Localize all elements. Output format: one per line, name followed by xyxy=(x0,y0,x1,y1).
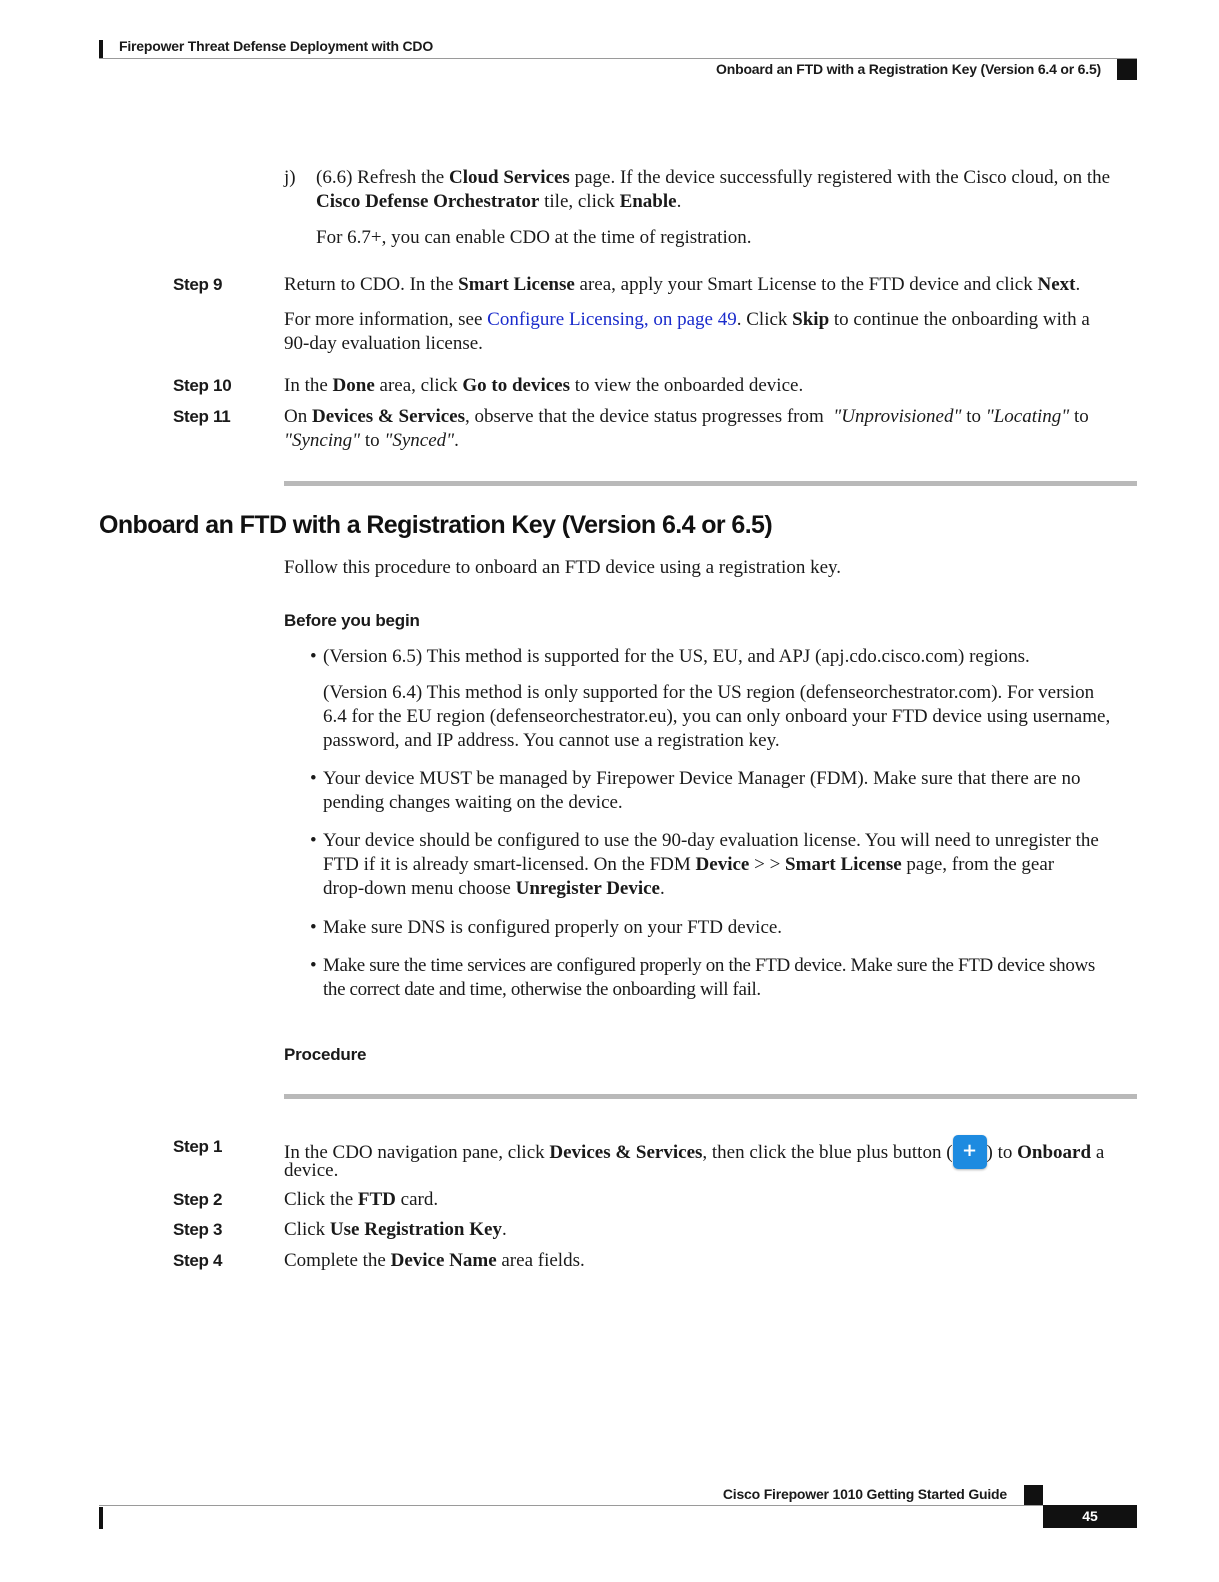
status-term: "Locating" xyxy=(985,406,1070,427)
text: Your device MUST be managed by Firepower Device Manager (FDM). Make sure that there are no xyxy=(323,768,1081,789)
text: area, apply your Smart License to the FTD device and click xyxy=(579,274,1033,295)
bullet-3-text xyxy=(323,829,1153,901)
text: tile, click xyxy=(544,191,615,212)
ui-term: Devices & Services xyxy=(549,1142,703,1163)
step-10-text xyxy=(284,374,1144,398)
text: to xyxy=(966,406,981,427)
substep-j-marker: j) xyxy=(284,167,296,188)
bullet-4-text: Make sure DNS is configured properly on your FTD device. xyxy=(323,917,783,938)
header-block xyxy=(1117,59,1137,80)
ui-term: Skip xyxy=(792,309,830,330)
text: Complete the xyxy=(284,1250,386,1271)
procedure-heading: Procedure xyxy=(284,1045,367,1064)
bullet-icon: • xyxy=(310,917,317,938)
step-11-text xyxy=(284,405,1144,453)
text: page. If the device successfully registered with the Cisco cloud, on the xyxy=(574,167,1111,188)
ui-term: Device xyxy=(695,854,750,875)
section-heading: Onboard an FTD with a Registration Key (Version 6.4 or 6.5) xyxy=(99,511,773,539)
bullet-5-text xyxy=(323,954,1153,1002)
ui-term-enable: Enable xyxy=(619,191,677,212)
text: . xyxy=(660,878,665,899)
text: Make sure the time services are configured properly on the FTD device. Make sure the FTD device shows xyxy=(323,955,1095,976)
text: Return to CDO. In the xyxy=(284,274,454,295)
bullet-icon: • xyxy=(310,830,317,851)
ui-term-cdo-tile: Cisco Defense Orchestrator xyxy=(316,191,540,212)
footer-guide-title: Cisco Firepower 1010 Getting Started Guide xyxy=(722,1486,1007,1502)
text: drop-down menu choose xyxy=(323,878,511,899)
bullet-2-text xyxy=(323,767,1153,815)
text: (Version 6.4) This method is only supported for the US region (defenseorchestrator.com). For version xyxy=(323,682,1095,703)
text: . xyxy=(1075,274,1081,295)
text: the correct date and time, otherwise the onboarding will fail. xyxy=(323,979,761,1000)
step-label: Step 2 xyxy=(173,1190,223,1209)
text: to xyxy=(364,430,380,451)
text: card. xyxy=(400,1189,439,1210)
footer-rule xyxy=(99,1505,1044,1506)
procedure-rule xyxy=(284,1094,1137,1099)
text: area fields. xyxy=(501,1250,585,1271)
ui-term: Onboard xyxy=(1017,1142,1092,1163)
text: FTD if it is already smart-licensed. On the FDM xyxy=(323,854,691,875)
ui-term: Smart License xyxy=(458,274,575,295)
step-label: Step 9 xyxy=(173,275,223,294)
step-label: Step 3 xyxy=(173,1220,223,1239)
bullet-icon: • xyxy=(310,646,317,667)
text: (6.6) Refresh the xyxy=(316,167,445,188)
text: Click xyxy=(284,1219,326,1240)
text: . Click xyxy=(736,309,788,330)
step-label: Step 1 xyxy=(173,1137,223,1156)
plus-icon: + xyxy=(953,1135,987,1169)
text: Your device should be configured to use the 90-day evaluation license. You will need to unregister the xyxy=(323,830,1099,851)
ui-term: Next xyxy=(1037,274,1076,295)
text: > > xyxy=(754,854,781,875)
text: area, click xyxy=(379,375,458,396)
substep-j-note: For 6.7+, you can enable CDO at the time of registration. xyxy=(316,227,752,248)
text: . xyxy=(676,191,682,212)
text: to xyxy=(1074,406,1089,427)
before-you-begin-heading: Before you begin xyxy=(284,611,420,630)
ui-term: Unregister Device xyxy=(515,878,660,899)
text: to view the onboarded device. xyxy=(574,375,804,396)
step-3-text xyxy=(284,1218,507,1242)
text: page, from the gear xyxy=(906,854,1055,875)
step-label: Step 4 xyxy=(173,1251,223,1270)
footer-block xyxy=(1024,1485,1043,1505)
text: a xyxy=(1095,1142,1105,1163)
text: In the xyxy=(284,375,328,396)
bullet-icon: • xyxy=(310,955,317,976)
text: , then click the blue plus button ( xyxy=(702,1142,953,1163)
ui-term: FTD xyxy=(357,1189,396,1210)
step-4-text xyxy=(284,1249,585,1273)
step-9-more-info xyxy=(284,308,1144,356)
bullet-1-para-2 xyxy=(323,681,1153,753)
section-intro: Follow this procedure to onboard an FTD device using a registration key. xyxy=(284,557,842,578)
status-term: "Unprovisioned" xyxy=(833,406,962,427)
text: On xyxy=(284,406,308,427)
header-doc-title: Firepower Threat Defense Deployment with CDO xyxy=(119,38,434,54)
status-term: "Syncing" xyxy=(284,430,361,451)
text: , observe that the device status progresses from xyxy=(464,406,824,427)
text: . xyxy=(501,1219,507,1240)
step-label: Step 11 xyxy=(173,407,231,426)
bullet-1-text: (Version 6.5) This method is supported for the US, EU, and APJ (apj.cdo.cisco.com) regions. xyxy=(323,646,1030,667)
ui-term: Done xyxy=(332,375,375,396)
section-end-rule xyxy=(284,481,1137,486)
footer-left-bar xyxy=(99,1507,103,1529)
ui-term: Smart License xyxy=(785,854,902,875)
text: In the CDO navigation pane, click xyxy=(284,1142,545,1163)
ui-term: Use Registration Key xyxy=(329,1219,502,1240)
text: pending changes waiting on the device. xyxy=(323,792,623,813)
ui-term: Go to devices xyxy=(462,375,570,396)
ui-term: Devices & Services xyxy=(311,406,465,427)
ui-term-cloud-services: Cloud Services xyxy=(448,167,570,188)
header-left-bar xyxy=(99,40,103,58)
step-label: Step 10 xyxy=(173,376,232,395)
header-rule xyxy=(99,58,1137,59)
header-section-title: Onboard an FTD with a Registration Key (Version 6.4 or 6.5) xyxy=(716,61,1101,77)
bullet-icon: • xyxy=(310,768,317,789)
ui-term: Device Name xyxy=(390,1250,497,1271)
page-number: 45 xyxy=(1043,1505,1137,1528)
step-1-text xyxy=(284,1135,1144,1169)
text: to continue the onboarding with a xyxy=(833,309,1090,330)
text: Click the xyxy=(284,1189,354,1210)
step-9-text xyxy=(284,273,1144,297)
text: 90-day evaluation license. xyxy=(284,333,483,354)
substep-j-text xyxy=(316,166,1146,214)
step-1-text-cont: device. xyxy=(284,1160,339,1181)
text: For more information, see xyxy=(284,309,483,330)
configure-licensing-link[interactable]: Configure Licensing, on page 49 xyxy=(487,309,737,330)
step-2-text xyxy=(284,1188,438,1212)
text: password, and IP address. You cannot use a registration key. xyxy=(323,730,780,751)
text: . xyxy=(454,430,459,451)
text: ) to xyxy=(986,1142,1013,1163)
text: 6.4 for the EU region (defenseorchestrator.eu), you can only onboard your FTD device using username, xyxy=(323,706,1111,727)
status-term: "Synced" xyxy=(384,430,455,451)
